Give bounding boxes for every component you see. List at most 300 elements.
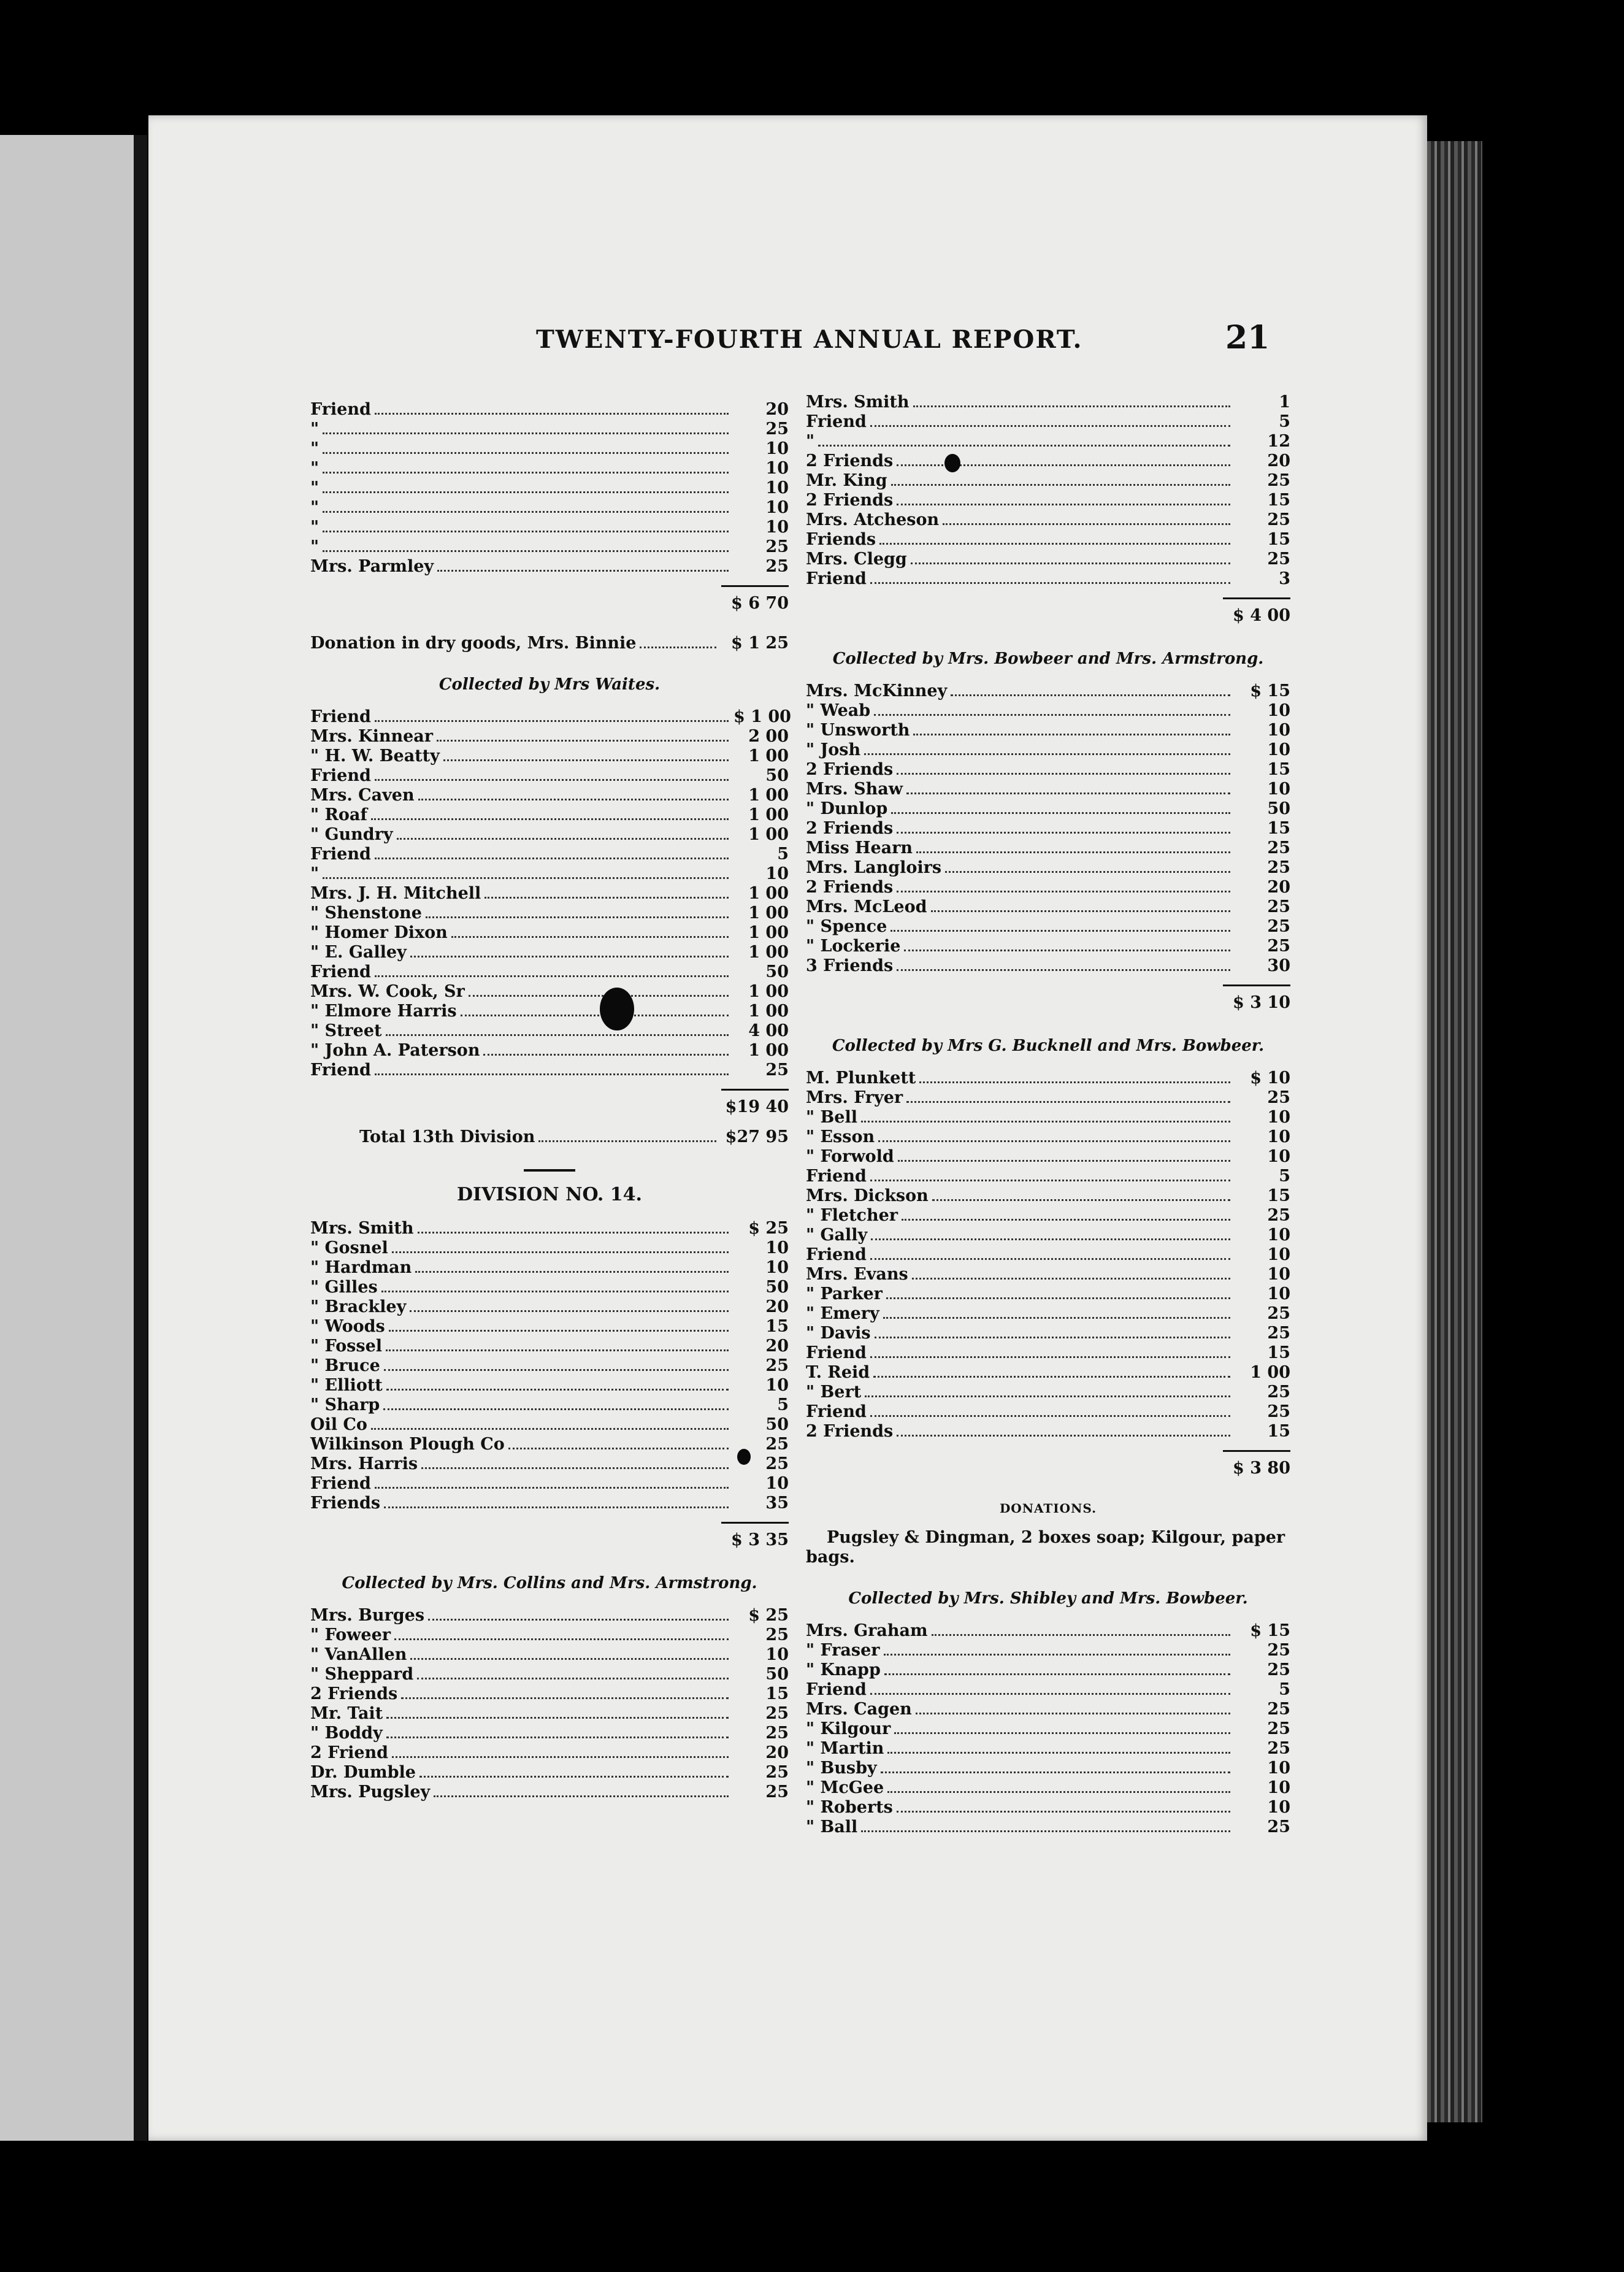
entry-name: " Foweer	[310, 1625, 391, 1645]
entry-row	[310, 518, 789, 537]
leader-dots	[943, 523, 1230, 525]
entry-name: " Bert	[806, 1383, 862, 1402]
entry-amount: 4 00	[748, 1021, 789, 1040]
entry-row	[310, 707, 789, 727]
division14-list	[310, 1219, 789, 1513]
entry-amount: 5	[777, 845, 789, 864]
leader-dots	[897, 773, 1230, 775]
entry-row	[806, 858, 1290, 878]
leader-dots	[818, 445, 1230, 447]
entry-name: " Spence	[806, 917, 887, 936]
entry-row	[806, 1147, 1290, 1167]
entry-name: Friend	[310, 400, 371, 419]
entry-amount: 25	[1267, 1324, 1290, 1343]
entry-row	[310, 962, 789, 982]
top-total: $ 4 00	[1233, 605, 1290, 625]
entry-row	[310, 1704, 789, 1724]
donation-line	[310, 634, 789, 653]
total-rule	[1223, 1450, 1290, 1452]
entry-name: Mrs. Kinnear	[310, 727, 433, 746]
entry-row	[806, 897, 1290, 917]
entry-amount: 15	[1267, 1343, 1290, 1362]
leader-dots	[437, 740, 729, 742]
leader-dots	[887, 1752, 1230, 1754]
entry-name: Friend	[310, 845, 371, 864]
entry-row	[806, 1402, 1290, 1422]
entry-amount: 1 00	[748, 746, 789, 766]
leader-dots	[415, 1271, 729, 1273]
leader-dots	[381, 1291, 729, 1292]
entry-row	[310, 727, 789, 746]
leader-dots	[394, 1638, 729, 1640]
entry-amount: 10	[1267, 1245, 1290, 1264]
book-spine	[134, 135, 147, 2141]
entry-name: " Roaf	[310, 805, 368, 824]
entry-amount: 10	[765, 459, 789, 478]
leader-dots	[912, 1278, 1230, 1280]
leader-dots	[898, 1160, 1230, 1162]
entry-amount: 25	[1267, 897, 1290, 916]
entry-amount: 25	[765, 537, 789, 556]
entry-name: Oil Co	[310, 1415, 367, 1434]
leader-dots	[386, 1349, 729, 1351]
leader-dots	[371, 818, 729, 820]
entry-name: Friend	[310, 766, 371, 785]
leader-dots	[410, 1310, 729, 1312]
entry-row	[310, 1625, 789, 1645]
leader-dots	[375, 720, 729, 722]
entry-row	[310, 557, 789, 577]
leader-dots	[323, 491, 729, 493]
leader-dots	[906, 1101, 1230, 1103]
leader-dots	[870, 1180, 1230, 1181]
entry-amount: 20	[765, 1743, 789, 1762]
entry-name: Mrs. Clegg	[806, 550, 907, 569]
entry-name: " McGee	[806, 1778, 884, 1797]
entry-row	[806, 471, 1290, 491]
entry-name: " Elmore Harris	[310, 1002, 457, 1021]
entry-row	[310, 1783, 789, 1802]
entry-row	[310, 982, 789, 1002]
entry-name: " Knapp	[806, 1660, 881, 1679]
entry-amount: 25	[1267, 1660, 1290, 1679]
entry-row	[310, 1356, 789, 1376]
entry-name: 2 Friends	[806, 1422, 894, 1441]
entry-name: Mr. Tait	[310, 1704, 383, 1723]
waites-section-title: Collected by Mrs Waites.	[439, 675, 661, 694]
leader-dots	[897, 969, 1230, 971]
leader-dots	[323, 511, 729, 513]
entry-name: Mrs. McKinney	[806, 681, 948, 700]
entry-name: Mrs. Fryer	[806, 1088, 903, 1107]
entry-row	[310, 1724, 789, 1743]
total-rule	[721, 1089, 789, 1091]
entry-amount: 12	[1267, 432, 1290, 451]
entry-row	[310, 1645, 789, 1665]
entry-name: " Davis	[806, 1324, 871, 1343]
entry-name: T. Reid	[806, 1363, 870, 1382]
entry-name: " Brackley	[310, 1297, 407, 1316]
entry-row	[310, 1297, 789, 1317]
entry-name: 2 Friend	[310, 1743, 389, 1762]
entry-name: " Fletcher	[806, 1206, 898, 1225]
entry-name: "	[310, 498, 320, 517]
entry-row	[806, 393, 1290, 412]
entry-row	[806, 510, 1290, 530]
leader-dots	[508, 1448, 729, 1449]
entry-row	[806, 1108, 1290, 1127]
entry-row	[310, 1376, 789, 1395]
entry-amount: 10	[1267, 780, 1290, 799]
leader-dots	[878, 1140, 1230, 1142]
entry-amount: 15	[1267, 1422, 1290, 1441]
shibley-title: Collected by Mrs. Shibley and Mrs. Bowbeer.	[848, 1589, 1248, 1608]
entry-row	[806, 1284, 1290, 1304]
entry-name: M. Plunkett	[806, 1069, 916, 1088]
entry-row	[310, 746, 789, 766]
leader-dots	[384, 1506, 729, 1508]
leader-dots	[897, 891, 1230, 892]
entry-amount: 1	[1279, 393, 1290, 412]
leader-dots	[913, 405, 1230, 407]
entry-row	[806, 1660, 1290, 1680]
entry-name: " Kilgour	[806, 1719, 891, 1738]
entry-amount: 25	[765, 1061, 789, 1080]
entry-row	[806, 1778, 1290, 1798]
entry-row	[310, 1743, 789, 1763]
bowbeer-armstrong-total: $ 3 10	[1233, 992, 1290, 1012]
entry-row	[806, 1127, 1290, 1147]
leader-dots	[384, 1369, 729, 1371]
entry-row	[310, 1219, 789, 1238]
leader-dots	[323, 877, 729, 879]
leader-dots	[375, 1487, 729, 1489]
entry-amount: 25	[1267, 510, 1290, 529]
shibley-list	[806, 1621, 1290, 1837]
entry-row	[310, 439, 789, 459]
entry-name: Friend	[806, 1343, 867, 1362]
entry-row	[806, 878, 1290, 897]
entry-amount: 5	[1279, 1680, 1290, 1699]
entry-amount: $ 1 00	[733, 707, 791, 726]
entry-amount: 10	[1267, 1265, 1290, 1284]
entry-name: Friends	[310, 1494, 381, 1513]
entry-row	[310, 1238, 789, 1258]
entry-amount: 25	[1267, 1088, 1290, 1107]
leader-dots	[951, 694, 1230, 696]
leader-dots	[323, 550, 729, 552]
entry-row	[310, 1606, 789, 1625]
friends-total: $ 6 70	[731, 593, 789, 613]
leader-dots	[323, 452, 729, 454]
leader-dots	[902, 1219, 1230, 1221]
leader-dots	[897, 1811, 1230, 1813]
leader-dots	[886, 1297, 1230, 1299]
entry-name: " Roberts	[806, 1798, 893, 1817]
bowbeer-armstrong-title: Collected by Mrs. Bowbeer and Mrs. Armstrong.	[832, 650, 1264, 668]
entry-name: 3 Friends	[806, 956, 894, 975]
entry-row	[806, 917, 1290, 937]
entry-name: Mrs. Cagen	[806, 1700, 912, 1719]
entry-name: Mrs. Burges	[310, 1606, 425, 1625]
entry-name: " E. Galley	[310, 943, 407, 962]
page-number: 21	[1225, 319, 1270, 356]
entry-row	[310, 1337, 789, 1356]
leader-dots	[434, 1795, 729, 1797]
leader-dots	[418, 1232, 729, 1234]
entry-row	[806, 760, 1290, 780]
division-total-line	[310, 1127, 789, 1147]
entry-amount: 10	[765, 864, 789, 883]
entry-amount: 50	[765, 1415, 789, 1434]
entry-amount: 1 00	[748, 982, 789, 1001]
entry-row	[806, 819, 1290, 839]
entry-row	[806, 1680, 1290, 1700]
entry-row	[310, 420, 789, 439]
leader-dots	[410, 956, 729, 958]
leader-dots	[864, 753, 1230, 755]
leader-dots	[891, 930, 1230, 932]
entry-amount: 1 00	[748, 904, 789, 923]
entry-name: Mrs. Pugsley	[310, 1783, 431, 1802]
leader-dots	[401, 1697, 729, 1699]
entry-row	[806, 550, 1290, 569]
entry-row	[806, 1245, 1290, 1265]
leader-dots	[483, 1054, 729, 1056]
entry-row	[310, 459, 789, 478]
entry-name: Mr. King	[806, 471, 887, 490]
entry-amount: $ 10	[1250, 1069, 1290, 1088]
entry-name: " Fraser	[806, 1641, 880, 1660]
entry-name: 2 Friends	[806, 878, 894, 897]
entry-amount: 10	[765, 1645, 789, 1664]
leader-dots	[865, 1395, 1230, 1397]
entry-name: "	[310, 537, 320, 556]
entry-amount: 25	[1267, 550, 1290, 569]
entry-row	[806, 701, 1290, 721]
entry-row	[806, 1088, 1290, 1108]
entry-name: " Martin	[806, 1739, 884, 1758]
entry-row	[310, 1061, 789, 1080]
entry-row	[310, 400, 789, 420]
entry-name: " Bell	[806, 1108, 857, 1127]
entry-name: " Ball	[806, 1817, 858, 1836]
leader-dots	[871, 1238, 1230, 1240]
leader-dots	[881, 1771, 1230, 1773]
entry-name: " Forwold	[806, 1147, 894, 1166]
entry-name: " Elliott	[310, 1376, 383, 1395]
donation-amount: $ 1 25	[731, 634, 789, 653]
entry-name: Dr. Dumble	[310, 1763, 416, 1782]
entry-amount: 5	[1279, 412, 1290, 431]
entry-row	[806, 1226, 1290, 1245]
entry-amount: 15	[1267, 1186, 1290, 1205]
entry-amount: 10	[1267, 1147, 1290, 1166]
entry-amount: 20	[1267, 451, 1290, 470]
entry-row	[806, 412, 1290, 432]
leader-dots	[913, 734, 1230, 735]
entry-amount: 20	[765, 1297, 789, 1316]
entry-name: " Bruce	[310, 1356, 380, 1375]
entry-row	[310, 786, 789, 805]
waites-total: $19 40	[725, 1097, 789, 1116]
leader-dots	[861, 1830, 1230, 1832]
entry-amount: 15	[765, 1317, 789, 1336]
entry-amount: 50	[765, 1665, 789, 1684]
waites-list	[310, 707, 789, 1080]
entry-amount: 25	[1267, 858, 1290, 877]
leader-dots	[418, 799, 729, 800]
entry-row	[806, 721, 1290, 740]
entry-amount: 10	[1267, 701, 1290, 720]
entry-row	[310, 1474, 789, 1494]
entry-amount: 10	[765, 478, 789, 497]
leader-dots	[323, 531, 729, 532]
entry-amount: 25	[1267, 839, 1290, 858]
entry-amount: 3	[1279, 569, 1290, 588]
entry-name: "	[310, 864, 320, 883]
entry-name: Mrs. Langloirs	[806, 858, 942, 877]
entry-amount: 10	[1267, 1798, 1290, 1817]
leader-dots	[897, 504, 1230, 505]
division14-total: $ 3 35	[731, 1530, 789, 1549]
entry-name: "	[310, 518, 320, 537]
page-edges	[1427, 141, 1482, 2122]
donations-title: DONATIONS.	[999, 1501, 1097, 1516]
entry-amount: $ 15	[1250, 681, 1290, 700]
entry-row	[806, 1739, 1290, 1759]
entry-row	[310, 498, 789, 518]
entry-amount: 25	[1267, 1739, 1290, 1758]
entry-name: " Homer Dixon	[310, 923, 448, 942]
entry-row	[806, 1363, 1290, 1383]
entry-amount: 25	[765, 1435, 789, 1454]
entry-row	[806, 1167, 1290, 1186]
entry-row	[806, 1798, 1290, 1817]
entry-row	[310, 1435, 789, 1454]
entry-name: Friend	[310, 707, 371, 726]
right-column	[806, 393, 1290, 1837]
leader-dots	[870, 1693, 1230, 1695]
entry-name: Mrs. Parmley	[310, 557, 434, 576]
entry-amount: 25	[765, 1454, 789, 1473]
entry-name: " Shenstone	[310, 904, 422, 923]
entry-name: 2 Friends	[806, 451, 894, 470]
entry-name: " Lockerie	[806, 937, 901, 956]
entry-name: " Gally	[806, 1226, 868, 1245]
entry-amount: 10	[1267, 1778, 1290, 1797]
entry-amount: 15	[1267, 760, 1290, 779]
leader-dots	[323, 472, 729, 474]
entry-name: Mrs. Smith	[806, 393, 910, 412]
entry-amount: 1 00	[748, 805, 789, 824]
entry-amount: 1 00	[748, 1041, 789, 1060]
entry-name: Friends	[806, 530, 876, 549]
entry-name: " Sharp	[310, 1395, 380, 1414]
entry-amount: 25	[1267, 917, 1290, 936]
leader-dots	[469, 995, 729, 997]
entry-amount: 35	[765, 1494, 789, 1513]
leader-dots	[461, 1015, 729, 1016]
entry-row	[806, 1206, 1290, 1226]
leader-dots	[375, 413, 729, 415]
entry-amount: 50	[765, 962, 789, 981]
entry-name: Friend	[310, 1061, 371, 1080]
entry-amount: 25	[1267, 1383, 1290, 1402]
entry-amount: 10	[765, 1258, 789, 1277]
division-total-label: Total 13th Division	[359, 1127, 535, 1146]
entry-amount: 25	[1267, 1641, 1290, 1660]
entry-row	[310, 805, 789, 825]
leader-dots	[906, 793, 1230, 794]
leader-dots	[916, 851, 1230, 853]
leader-dots	[873, 1376, 1230, 1378]
entry-amount: $ 25	[748, 1219, 789, 1238]
entry-row	[806, 432, 1290, 451]
entry-amount: 10	[1267, 1226, 1290, 1245]
entry-row	[806, 937, 1290, 956]
leader-dots	[870, 1258, 1230, 1260]
entry-amount: 10	[765, 498, 789, 517]
entry-row	[806, 1265, 1290, 1284]
entry-row	[806, 1641, 1290, 1660]
entry-name: "	[310, 439, 320, 458]
entry-name: Mrs. Caven	[310, 786, 415, 805]
leader-dots	[891, 484, 1230, 486]
entry-name: Mrs. W. Cook, Sr	[310, 982, 465, 1001]
entry-name: Mrs. J. H. Mitchell	[310, 884, 481, 903]
entry-name: " Parker	[806, 1284, 883, 1303]
entry-amount: 25	[765, 1724, 789, 1743]
entry-row	[310, 845, 789, 864]
ink-blot	[600, 988, 634, 1030]
entry-amount: 1 00	[748, 786, 789, 805]
entry-name: Mrs. Graham	[806, 1621, 928, 1640]
leader-dots	[870, 1356, 1230, 1358]
leader-dots	[386, 1034, 729, 1036]
division-rule	[524, 1169, 575, 1172]
leader-dots	[891, 812, 1230, 814]
entry-name: Mrs. Harris	[310, 1454, 418, 1473]
entry-row	[806, 1621, 1290, 1641]
entry-name: " Unsworth	[806, 721, 910, 740]
leader-dots	[386, 1389, 729, 1391]
entry-amount: 1 00	[748, 943, 789, 962]
total-rule	[721, 1522, 789, 1524]
leader-dots	[419, 1776, 729, 1778]
entry-name: " H. W. Beatty	[310, 746, 440, 766]
entry-row	[310, 478, 789, 498]
entry-row	[806, 1304, 1290, 1324]
entry-row	[310, 884, 789, 904]
entry-row	[806, 1383, 1290, 1402]
entry-row	[310, 537, 789, 557]
leader-dots	[417, 1678, 729, 1679]
leader-dots	[375, 779, 729, 781]
entry-amount: 10	[1267, 1127, 1290, 1146]
leader-dots	[883, 1317, 1230, 1319]
entry-amount: 50	[765, 766, 789, 785]
leader-dots	[904, 950, 1230, 951]
leader-dots	[375, 858, 729, 859]
entry-name: " Gilles	[310, 1278, 378, 1297]
total-rule	[721, 585, 789, 587]
entry-row	[806, 1719, 1290, 1739]
donations-text: Pugsley & Dingman, 2 boxes soap; Kilgour, paper bags.	[806, 1528, 1285, 1567]
entry-amount: 25	[765, 420, 789, 439]
leader-dots	[870, 582, 1230, 584]
leader-dots	[897, 832, 1230, 834]
